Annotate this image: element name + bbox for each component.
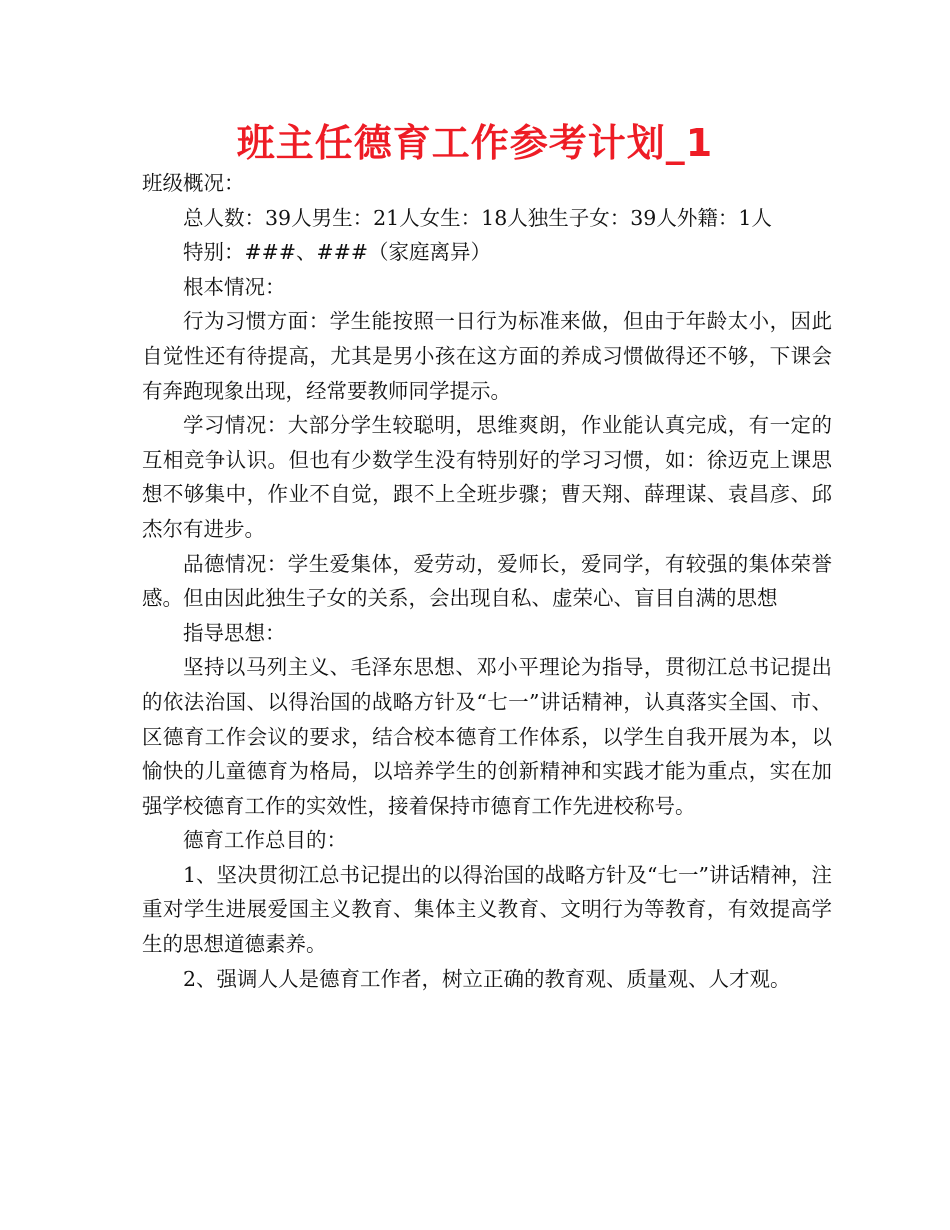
paragraph-behavior-habits: 行为习惯方面：学生能按照一日行为标准来做，但由于年龄太小，因此自觉性还有待提高，尤其是男小孩在这方面的养成习惯做得还不够，下课会有奔跑现象出现，经常要教师同学提示。 bbox=[142, 309, 832, 403]
paragraph-student-count: 总人数：39人男生：21人女生：18人独生子女：39人外籍：1人 bbox=[183, 205, 772, 230]
paragraph-overall-goals-heading: 德育工作总目的： bbox=[183, 828, 347, 853]
paragraph-guiding-ideology: 坚持以马列主义、毛泽东思想、邓小平理论为指导，贯彻江总书记提出的依法治国、以得治国的战略方针及“七一”讲话精神，认真落实全国、市、区德育工作会议的要求，结合校本德育工作体系，以学生自我开展为本，以愉快的儿童德育为格局，以培养学生的创新精神和实践才能为重点，实在加强学校德育工作的实效性，接着保持市德育工作先进校称号。 bbox=[142, 655, 832, 818]
document-body bbox=[142, 166, 832, 996]
document-title: 班主任德育工作参考计划_1 bbox=[236, 121, 714, 165]
paragraph-guiding-ideology-heading: 指导思想： bbox=[183, 620, 286, 645]
paragraph-goal-2: 2、强调人人是德育工作者，树立正确的教育观、质量观、人才观。 bbox=[183, 966, 791, 991]
paragraph-goal-1: 1、坚决贯彻江总书记提出的以得治国的战略方针及“七一”讲话精神，注重对学生进展爱国主义教育、集体主义教育、文明行为等教育，有效提高学生的思想道德素养。 bbox=[142, 862, 833, 957]
paragraph-special-note: 特别：###、###（家庭离异） bbox=[183, 240, 492, 265]
paragraph-study-situation: 学习情况：大部分学生较聪明，思维爽朗，作业能认真完成，有一定的互相竞争认识。但也有少数学生没有特别好的学习习惯，如：徐迈克上课思想不够集中，作业不自觉，跟不上全班步骤；曹天翔、薛理谋、袁昌彦、邱杰尔有进步。 bbox=[142, 413, 832, 541]
paragraph-moral-situation: 品德情况：学生爱集体，爱劳动，爱师长，爱同学，有较强的集体荣誉感。但由因此独生子女的关系，会出现自私、虚荣心、盲目自满的思想 bbox=[142, 551, 832, 611]
paragraph-basic-situation-heading: 根本情况： bbox=[183, 274, 286, 299]
paragraph-class-overview-heading: 班级概况： bbox=[142, 171, 245, 195]
